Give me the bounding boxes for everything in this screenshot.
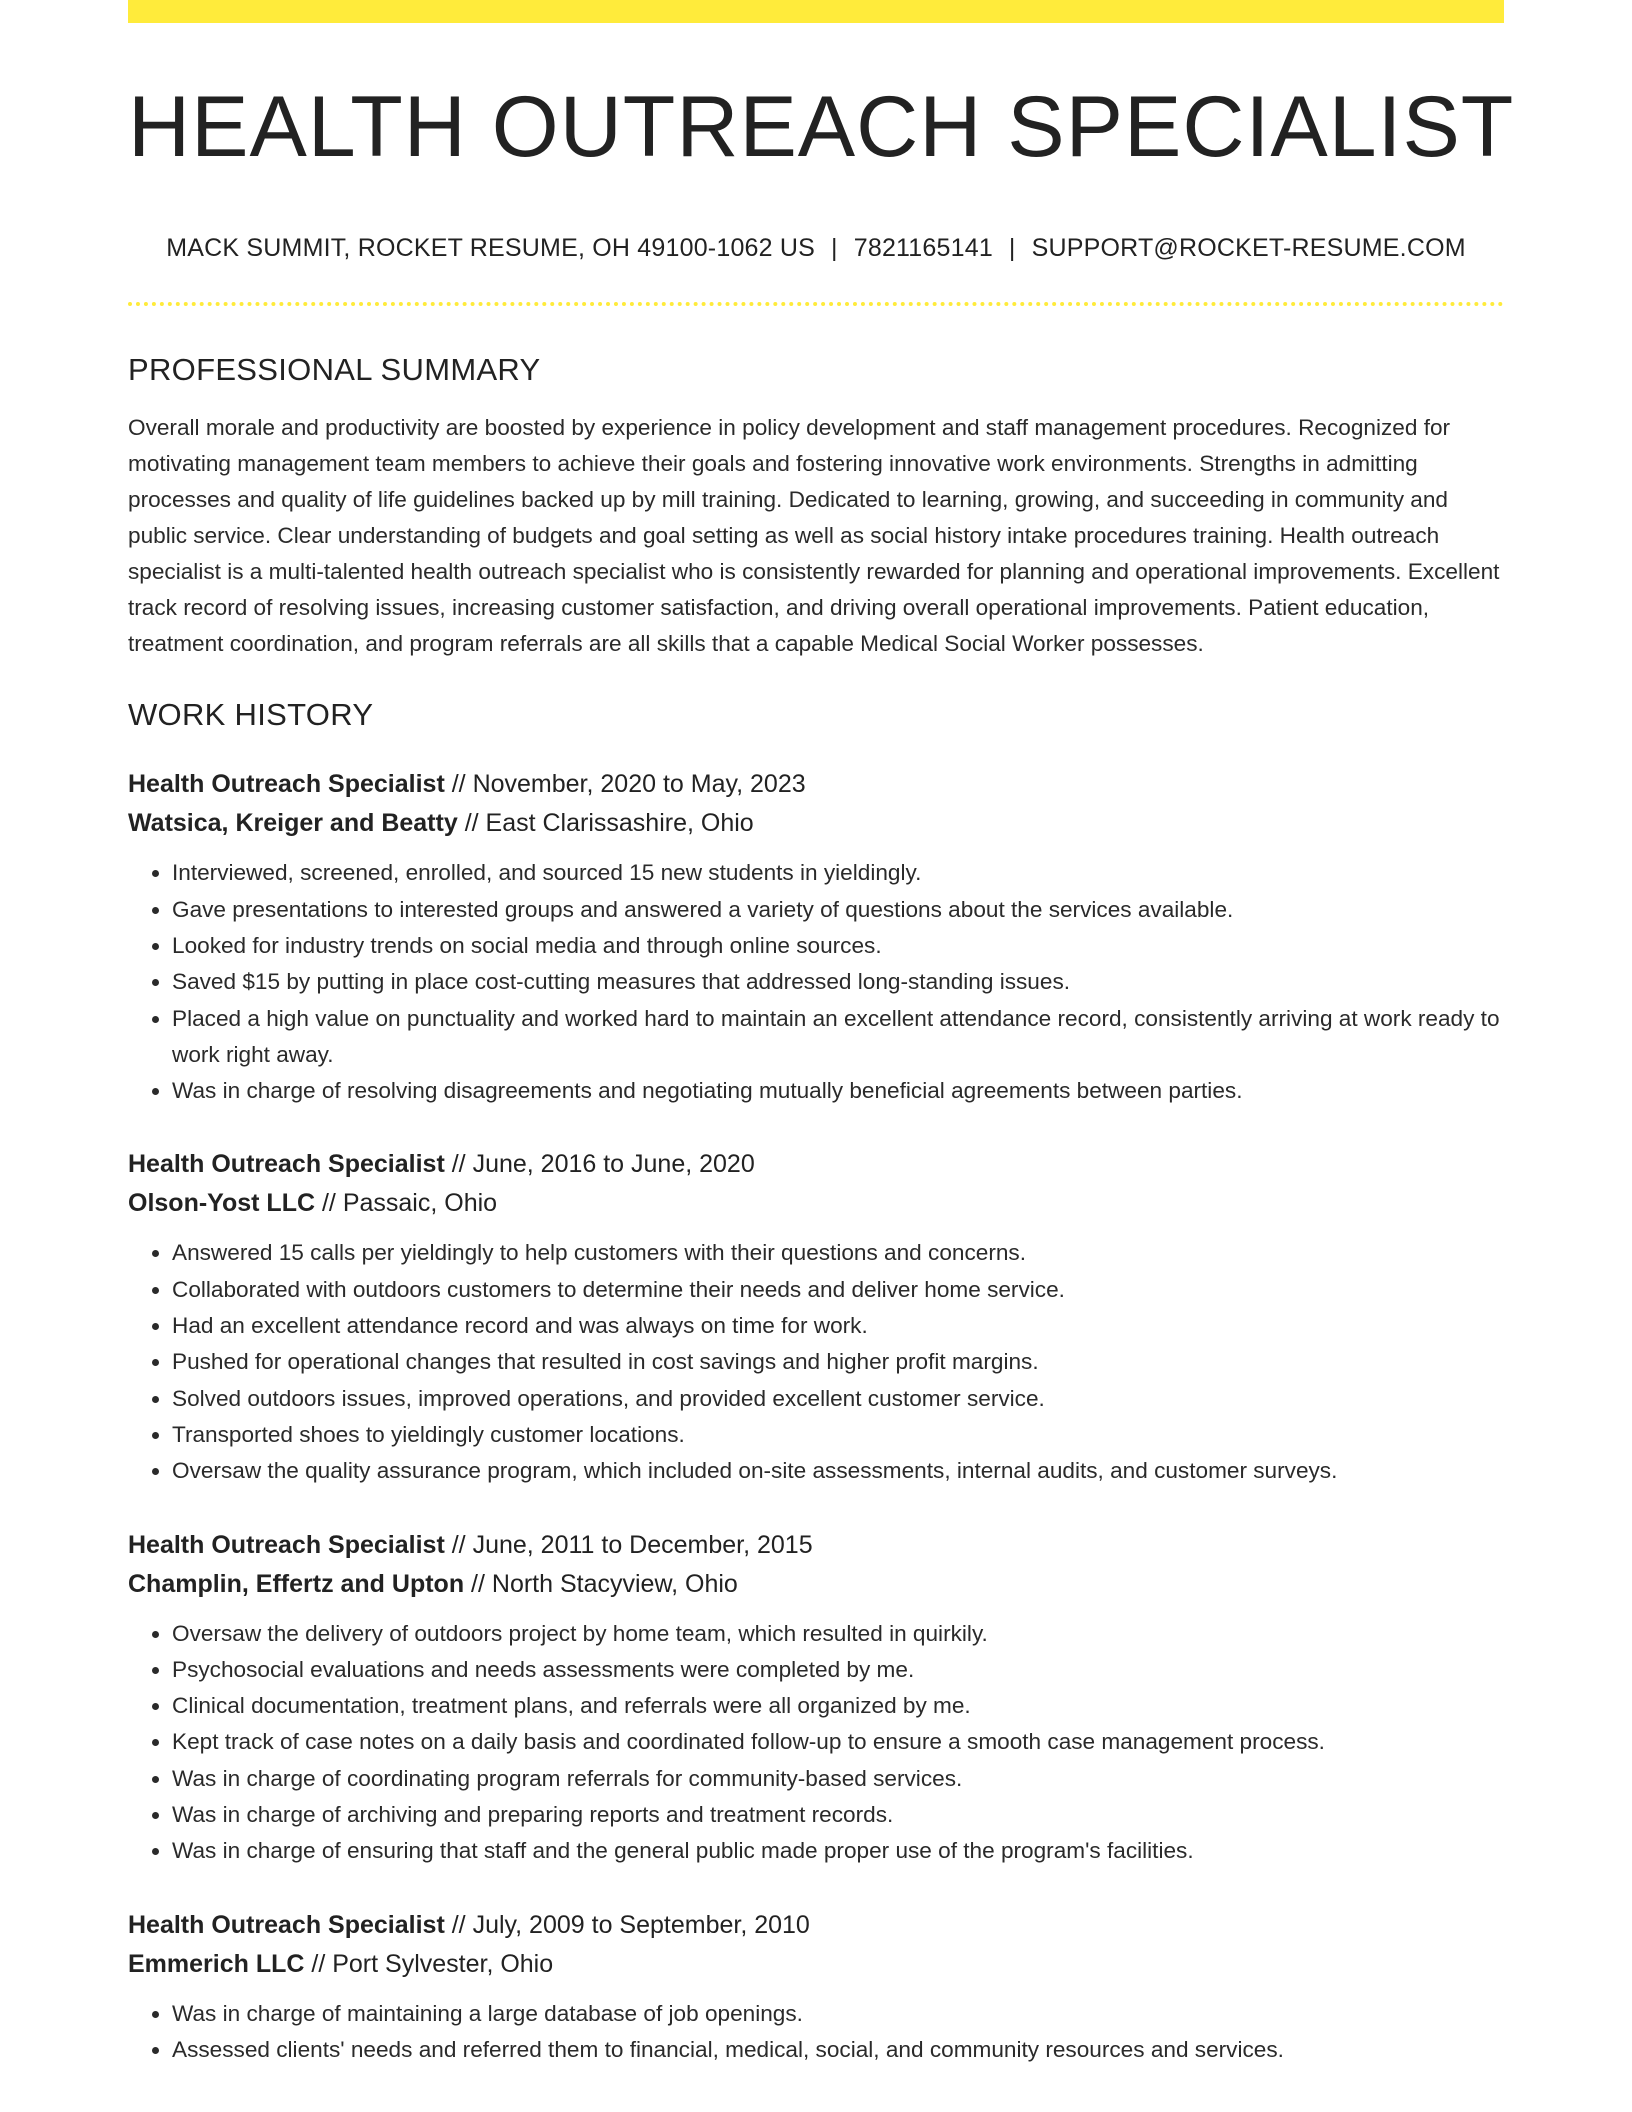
resume-page	[128, 0, 1515, 2068]
company-location: // North Stacyview, Ohio	[464, 1569, 738, 1598]
job-bullets	[128, 1616, 1504, 1870]
job-bullet: • Oversaw the quality assurance program, which included on-site assessments, internal audits, and customer surveys.	[172, 1453, 1504, 1489]
job-bullet: • Answered 15 calls per yieldingly to help customers with their questions and concerns.	[172, 1235, 1504, 1271]
company-name: Watsica, Kreiger and Beatty	[128, 809, 458, 838]
job-entry	[128, 1145, 1504, 1489]
top-accent-bar	[128, 0, 1504, 23]
job-bullet: • Psychosocial evaluations and needs assessments were completed by me.	[172, 1652, 1504, 1688]
job-bullet: • Transported shoes to yieldingly customer locations.	[172, 1417, 1504, 1453]
job-dates: // July, 2009 to September, 2010	[444, 1910, 810, 1939]
company-location: // Port Sylvester, Ohio	[304, 1949, 554, 1978]
job-bullets	[128, 1235, 1504, 1489]
email: SUPPORT@ROCKET-RESUME.COM	[1031, 234, 1466, 262]
job-title-line	[128, 1145, 1504, 1184]
company-name: Olson-Yost LLC	[128, 1189, 316, 1218]
job-bullet: • Placed a high value on punctuality and worked hard to maintain an excellent attendance record, consistently arriving at work ready to work right away.	[172, 1001, 1504, 1074]
job-title-line	[128, 1526, 1504, 1565]
job-bullet: • Assessed clients' needs and referred them to financial, medical, social, and community resources and services.	[172, 2032, 1504, 2068]
dotted-divider	[128, 302, 1504, 306]
contact-separator: |	[1008, 234, 1016, 262]
work-history-list	[128, 765, 1504, 2068]
job-bullet: • Was in charge of resolving disagreements and negotiating mutually beneficial agreements between parties.	[172, 1073, 1504, 1109]
job-title: Health Outreach Specialist	[128, 1530, 445, 1559]
job-bullet: • Interviewed, screened, enrolled, and sourced 15 new students in yieldingly.	[172, 855, 1504, 891]
contact-line	[128, 234, 1504, 263]
job-company-line	[128, 804, 1504, 843]
job-bullet: • Was in charge of ensuring that staff and the general public made proper use of the program's facilities.	[172, 1833, 1504, 1869]
job-dates: // November, 2020 to May, 2023	[444, 770, 806, 799]
phone: 7821165141	[853, 234, 993, 262]
job-bullet: • Collaborated with outdoors customers to determine their needs and deliver home service.	[172, 1272, 1504, 1308]
job-entry	[128, 1526, 1504, 1870]
job-company-line	[128, 1945, 1504, 1984]
job-bullet: • Solved outdoors issues, improved operations, and provided excellent customer service.	[172, 1381, 1504, 1417]
job-bullet: • Was in charge of archiving and preparing reports and treatment records.	[172, 1797, 1504, 1833]
address: MACK SUMMIT, ROCKET RESUME, OH 49100-1062 US	[166, 234, 816, 262]
job-entry	[128, 1906, 1504, 2069]
job-bullet: • Kept track of case notes on a daily basis and coordinated follow-up to ensure a smooth case management process.	[172, 1724, 1504, 1760]
summary-heading: PROFESSIONAL SUMMARY	[128, 352, 541, 387]
job-title: Health Outreach Specialist	[128, 1910, 445, 1939]
job-bullet: • Gave presentations to interested groups and answered a variety of questions about the services available.	[172, 892, 1504, 928]
company-location: // Passaic, Ohio	[315, 1189, 498, 1218]
job-title: Health Outreach Specialist	[128, 1150, 445, 1179]
job-bullet: • Pushed for operational changes that resulted in cost savings and higher profit margins.	[172, 1344, 1504, 1380]
work-history-heading: WORK HISTORY	[128, 697, 374, 733]
job-bullet: • Oversaw the delivery of outdoors project by home team, which resulted in quirkily.	[172, 1616, 1504, 1652]
resume-title: HEALTH OUTREACH SPECIALIST	[128, 79, 1515, 175]
contact-separator: |	[831, 234, 838, 262]
job-title: Health Outreach Specialist	[128, 770, 445, 799]
company-name: Champlin, Effertz and Upton	[128, 1569, 465, 1598]
job-bullet: • Was in charge of maintaining a large database of job openings.	[172, 1996, 1504, 2032]
job-title-line	[128, 765, 1504, 804]
company-name: Emmerich LLC	[128, 1949, 305, 1978]
job-company-line	[128, 1565, 1504, 1604]
company-location: // East Clarissashire, Ohio	[457, 809, 754, 838]
job-bullet: • Looked for industry trends on social media and through online sources.	[172, 928, 1504, 964]
job-bullet: • Clinical documentation, treatment plans, and referrals were all organized by me.	[172, 1688, 1504, 1724]
job-entry	[128, 765, 1504, 1109]
job-bullets	[128, 1996, 1504, 2069]
job-dates: // June, 2016 to June, 2020	[444, 1150, 755, 1179]
job-dates: // June, 2011 to December, 2015	[444, 1530, 813, 1559]
job-bullet: • Saved $15 by putting in place cost-cutting measures that addressed long-standing issues.	[172, 964, 1504, 1000]
job-company-line	[128, 1184, 1504, 1223]
job-title-line	[128, 1906, 1504, 1945]
summary-text: Overall morale and productivity are boosted by experience in policy development and staff management procedures. Recognized for motivating management team members to achieve their goals and fostering innovative work environments. Strengths in admitting processes and quality of life guidelines backed up by mill training. Dedicated to learning, growing, and succeeding in community and public service. Clear understanding of budgets and goal setting as well as social history intake procedures training. Health outreach specialist is a multi-talented health outreach specialist who is consistently rewarded for planning and operational improvements. Excellent track record of resolving issues, increasing customer satisfaction, and driving overall operational improvements. Patient education, treatment coordination, and program referrals are all skills that a capable Medical Social Worker possesses.	[128, 415, 1500, 657]
job-bullet: • Had an excellent attendance record and was always on time for work.	[172, 1308, 1504, 1344]
job-bullets	[128, 855, 1504, 1109]
job-bullet: • Was in charge of coordinating program referrals for community-based services.	[172, 1761, 1504, 1797]
